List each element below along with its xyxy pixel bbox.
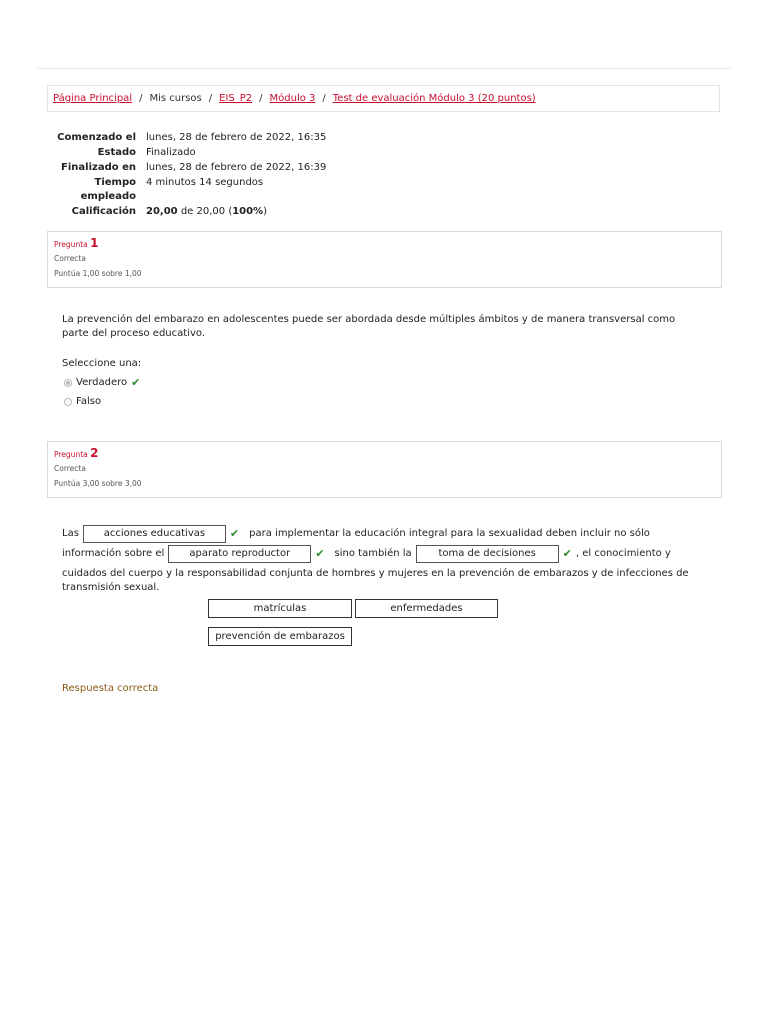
grade-of: de 20,00 (	[180, 206, 233, 217]
summary-label: Comenzado el	[57, 132, 136, 143]
question-number: 2	[90, 446, 99, 460]
summary-label: Estado	[97, 147, 136, 158]
radio-selected[interactable]	[64, 379, 72, 387]
summary-label-line: Tiempo	[94, 177, 136, 188]
summary-label-line: empleado	[80, 191, 136, 202]
text-segment: sino también la	[334, 548, 412, 559]
check-icon: ✔	[315, 547, 325, 560]
option-falso[interactable]	[64, 396, 101, 407]
radio-unselected[interactable]	[64, 398, 72, 406]
option-label: Falso	[76, 396, 102, 407]
draggable-choice-prevencion[interactable]: prevención de embarazos	[208, 627, 352, 646]
check-icon: ✔	[229, 527, 240, 540]
question-points: Puntúa 3,00 sobre 3,00	[54, 479, 142, 488]
text-segment: para implementar la educación integral para la sexualidad deben incluir no sólo	[249, 528, 650, 539]
breadcrumb-separator: /	[139, 93, 143, 104]
drop-zone-1[interactable]: acciones educativas	[83, 525, 226, 543]
grade-percent: 100%	[232, 206, 264, 217]
summary-value: Finalizado	[146, 147, 196, 158]
summary-row-time	[50, 176, 326, 204]
summary-value: 4 minutos 14 segundos	[146, 177, 264, 188]
breadcrumb-separator: /	[322, 93, 326, 104]
summary-label: Calificación	[71, 206, 136, 217]
question-label: Pregunta	[54, 240, 88, 249]
summary-row-grade	[50, 205, 326, 219]
question-label: Pregunta	[54, 450, 88, 459]
check-icon: ✔	[562, 547, 572, 560]
summary-label	[50, 176, 146, 204]
breadcrumb-separator: /	[208, 93, 213, 104]
question-2-info	[47, 441, 722, 498]
summary-row-finished	[50, 161, 326, 175]
grade-close: )	[263, 206, 268, 217]
text-segment: , el conocimiento y	[575, 548, 671, 559]
question-2-line	[62, 524, 712, 544]
question-1-info	[47, 231, 722, 288]
summary-value: lunes, 28 de febrero de 2022, 16:35	[146, 132, 327, 143]
feedback-correct: Respuesta correcta	[62, 683, 159, 694]
question-1-text: La prevención del embarazo en adolescentes puede ser abordada desde múltiples ámbitos y de manera transversal como parte del proceso educativo.	[62, 314, 676, 339]
summary-value	[146, 205, 267, 219]
grade-score: 20,00	[146, 206, 178, 217]
question-number: 1	[90, 236, 99, 250]
attempt-summary	[50, 131, 326, 220]
drop-zone-2[interactable]: aparato reproductor	[168, 545, 311, 563]
breadcrumb-separator: /	[259, 93, 263, 104]
text-segment: información sobre el	[62, 548, 165, 559]
question-1-prompt: Seleccione una:	[62, 358, 142, 369]
text-segment: Las	[62, 528, 79, 539]
check-icon: ✔	[131, 376, 141, 389]
drop-zone-3[interactable]: toma de decisiones	[416, 545, 559, 563]
breadcrumb-module-link[interactable]: Módulo 3	[269, 93, 316, 104]
question-points: Puntúa 1,00 sobre 1,00	[54, 269, 142, 278]
option-label: Verdadero	[76, 377, 128, 388]
question-2-text	[62, 524, 712, 595]
breadcrumb-my-courses[interactable]: Mis cursos	[149, 93, 202, 104]
breadcrumb-course-link[interactable]: EIS_P2	[219, 93, 253, 104]
question-status: Correcta	[54, 254, 86, 263]
option-verdadero[interactable]	[64, 376, 140, 389]
summary-value: lunes, 28 de febrero de 2022, 16:39	[146, 162, 327, 173]
question-2-line	[62, 544, 712, 564]
draggable-choice-enfermedades[interactable]: enfermedades	[355, 599, 498, 618]
summary-row-started	[50, 131, 326, 145]
breadcrumb	[47, 85, 720, 112]
draggable-choice-matriculas[interactable]: matrículas	[208, 599, 352, 618]
breadcrumb-home-link[interactable]: Página Principal	[53, 93, 133, 104]
header-divider	[38, 68, 731, 69]
summary-label: Finalizado en	[61, 162, 136, 173]
question-status: Correcta	[54, 464, 86, 473]
summary-row-state	[50, 146, 326, 160]
breadcrumb-quiz-link[interactable]: Test de evaluación Módulo 3 (20 puntos)	[332, 93, 536, 104]
text-segment: cuidados del cuerpo y la responsabilidad conjunta de hombres y mujeres en la prevención de embarazos y de infecciones de transmisión sexual.	[62, 568, 689, 593]
